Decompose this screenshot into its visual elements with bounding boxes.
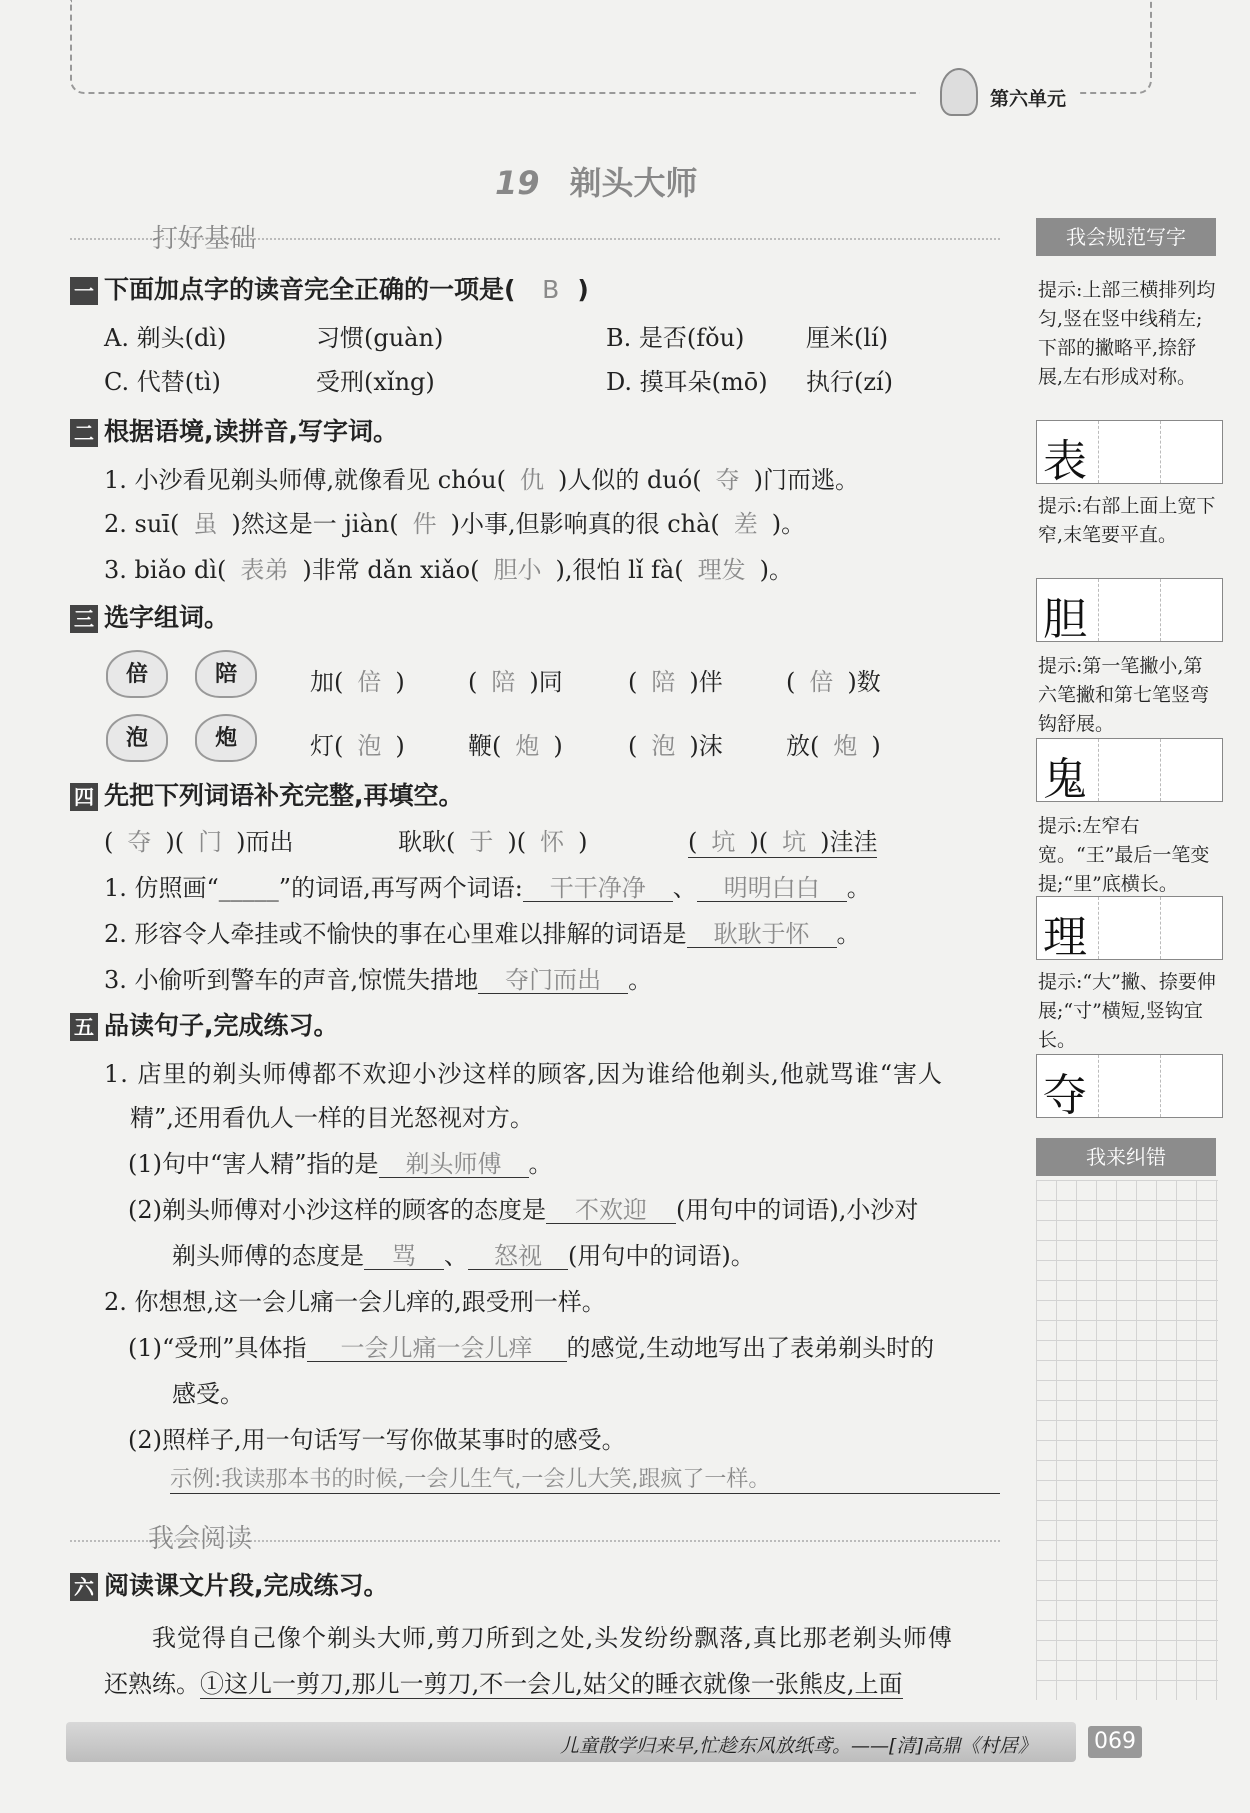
q2-l2-b: )然这是一 jiàn(: [231, 510, 399, 538]
q1-option-a: A. 剃头(dì): [104, 324, 227, 352]
footer-quote: 儿童散学归来早,忙趁东风放纸鸢。——[清]高鼎《村居》: [560, 1735, 1037, 1757]
model-char: 鬼: [1043, 754, 1087, 805]
q2-l2-ans2: 件: [412, 510, 437, 538]
q3-post: )伴: [689, 668, 723, 696]
q5-s1-ans1: 剃头师傅: [379, 1151, 529, 1178]
q3-pre: (: [786, 668, 796, 696]
q5-passage-1b: 精”,还用看仇人一样的目光怒视对方。: [130, 1104, 534, 1132]
q3-post: ): [871, 732, 881, 760]
q5-s2: [128, 1190, 918, 1225]
q3-item-1-2: [468, 662, 563, 697]
q5-s2b-sep: 、: [444, 1242, 468, 1270]
q3-pre: (: [468, 668, 478, 696]
q3-post: )同: [529, 668, 563, 696]
q2-line2: [104, 504, 805, 539]
model-char: 理: [1043, 912, 1087, 963]
q4-s3: [104, 960, 652, 995]
q2-line3: [104, 550, 793, 585]
q4-s1-end: 。: [846, 874, 871, 902]
model-char: 表: [1043, 436, 1087, 487]
q5-stem: [70, 1006, 339, 1042]
q4-word3: ( 坑 )( 坑 )洼洼: [688, 822, 877, 858]
q2-l1-a: 1. 小沙看见剃头师傅,就像看见 chóu(: [104, 466, 506, 494]
writing-tip-1: 提示:上部三横排列均匀,竖在竖中线稍左;下部的撇略平,捺舒展,左右形成对称。: [1038, 279, 1216, 388]
q4-s2: [104, 914, 861, 949]
q1-option-b: B. 是否(fǒu): [606, 324, 745, 352]
q4-s2-ans1: 耿耿于怀: [687, 921, 837, 948]
q2-l2-ans1: 虽: [193, 510, 218, 538]
q4-number: 四: [70, 783, 98, 811]
mascot-icon: [940, 68, 978, 116]
writing-grid-2: [1036, 578, 1223, 645]
q4-s1: [104, 868, 871, 903]
q3-pre: 加(: [310, 668, 344, 696]
q3-answer: 泡: [357, 732, 382, 760]
q3-answer: 倍: [809, 668, 834, 696]
q6-stem: [70, 1566, 389, 1602]
q5-s4-answer: 示例:我读那本书的时候,一会儿生气,一会儿大笑,跟疯了一样。: [170, 1462, 1000, 1494]
correction-grid: [1036, 1180, 1218, 1700]
q2-l3-d: )。: [759, 556, 793, 584]
q5-s3b: 感受。: [172, 1380, 244, 1408]
q5-s2b-ans2: 怒视: [468, 1243, 568, 1270]
lesson-title: [495, 158, 698, 204]
q6-paragraph-2: [104, 1664, 903, 1699]
q2-number: 二: [70, 419, 98, 447]
q4-s2-end: 。: [836, 920, 861, 948]
q5-s1-end: 。: [528, 1150, 553, 1178]
q4-w1-ans1: 夺: [127, 828, 152, 856]
q5-s3-ans1: 一会儿痛一会儿痒: [307, 1335, 567, 1362]
q2-l2-d: )。: [771, 510, 806, 538]
q2-l3-a: 3. biǎo dì(: [104, 556, 227, 584]
writing-grid-1: [1036, 420, 1223, 487]
q3-item-2-2: [468, 726, 563, 761]
q5-s3-tail: 的感觉,生动地写出了表弟剃头时的: [566, 1334, 935, 1362]
q2-l3-ans3: 理发: [697, 556, 746, 584]
q3-pre: (: [628, 668, 638, 696]
q2-text: 根据语境,读拼音,写字词。: [104, 417, 398, 446]
q3-post: )沫: [689, 732, 723, 760]
q6-paragraph-1: 我觉得自己像个剃头大师,剪刀所到之处,头发纷纷飘落,真比那老剃头师傅: [152, 1624, 953, 1652]
q5-s1: [128, 1144, 553, 1179]
unit-label: 第六单元: [990, 88, 1067, 110]
q1-stem: [70, 270, 589, 306]
q3-item-1-3: [628, 662, 723, 697]
q3-pre: 灯(: [310, 732, 344, 760]
writing-tip-4: 提示:左窄右宽。“王”最后一笔变提;“里”底横长。: [1038, 815, 1210, 895]
banner-basics-label: 打好基础: [152, 224, 257, 254]
q1-option-d2: 执行(zí): [806, 368, 894, 396]
q2-l2-c: )小事,但影响真的很 chà(: [450, 510, 720, 538]
writing-grid-3: [1036, 738, 1223, 805]
banner-reading-label: 我会阅读: [148, 1524, 253, 1554]
q5-s2-ans1: 不欢迎: [546, 1197, 676, 1224]
q4-w1-post: 而出: [245, 828, 294, 856]
q3-answer: 炮: [515, 732, 540, 760]
q2-l1-c: )门而逃。: [753, 466, 859, 494]
shell-icon: 泡: [106, 714, 168, 762]
q3-answer: 陪: [491, 668, 516, 696]
q5-s2-text: (2)剃头师傅对小沙这样的顾客的态度是: [128, 1196, 546, 1224]
lesson-number: 19: [495, 164, 540, 202]
q5-s4: (2)照样子,用一句话写一写你做某事时的感受。: [128, 1426, 626, 1454]
q5-s2b-ans1: 骂: [364, 1243, 444, 1270]
q3-pre: 鞭(: [468, 732, 502, 760]
q4-s3-text: 3. 小偷听到警车的声音,惊慌失措地: [104, 966, 479, 994]
q3-answer: 炮: [833, 732, 858, 760]
q6-number: 六: [70, 1573, 98, 1601]
q4-text: 先把下列词语补充完整,再填空。: [104, 781, 464, 810]
q4-s3-end: 。: [628, 966, 653, 994]
q3-post: ): [395, 732, 405, 760]
q1-option-c: C. 代替(tì): [104, 368, 221, 396]
shell-icon: 炮: [195, 714, 257, 762]
q1-option-a2: 习惯(guàn): [316, 324, 444, 352]
q5-s2-tail: (用句中的词语),小沙对: [676, 1196, 919, 1224]
q1-close: ): [577, 275, 589, 304]
q4-w2-ans1: 于: [469, 828, 494, 856]
q2-stem: [70, 412, 398, 448]
q4-w1-ans2: 门: [198, 828, 223, 856]
q5-s3-text: (1)“受刑”具体指: [128, 1334, 307, 1362]
q3-answer: 泡: [651, 732, 676, 760]
q3-post: ): [553, 732, 563, 760]
q3-shells-row2: [106, 714, 257, 762]
q4-stem: [70, 776, 464, 812]
q3-item-2-4: [786, 726, 881, 761]
q3-post: ): [395, 668, 405, 696]
q1-answer: B: [542, 275, 560, 304]
q4-w3-post: 洼洼: [829, 828, 878, 856]
q5-passage-2: 2. 你想想,这一会儿痛一会儿痒的,跟受刑一样。: [104, 1288, 606, 1316]
q4-s1-ans1: 干干净净: [523, 875, 673, 902]
q3-pre: 放(: [786, 732, 820, 760]
model-char: 胆: [1043, 594, 1087, 645]
q4-w3-ans2: 坑: [782, 828, 807, 856]
q4-w2-pre: 耿耿(: [398, 828, 456, 856]
q3-text: 选字组词。: [104, 603, 230, 632]
q1-text: 下面加点字的读音完全正确的一项是(: [104, 275, 516, 304]
q5-number: 五: [70, 1013, 98, 1041]
q2-line1: [104, 460, 859, 495]
q3-post: )数: [847, 668, 881, 696]
lesson-name: 剃头大师: [569, 164, 698, 202]
q2-l1-ans2: 夺: [715, 466, 740, 494]
q3-item-2-1: [310, 726, 405, 761]
q2-l3-ans2: 胆小: [493, 556, 542, 584]
q6-text: 阅读课文片段,完成练习。: [104, 1571, 389, 1600]
page-number: 069: [1088, 1726, 1142, 1758]
q3-stem: [70, 598, 229, 634]
q5-text: 品读句子,完成练习。: [104, 1011, 339, 1040]
q2-l2-ans3: 差: [733, 510, 758, 538]
writing-tip-2: 提示:右部上面上宽下窄,末笔要平直。: [1038, 495, 1216, 546]
q4-s1-ans2: 明明白白: [697, 875, 847, 902]
q4-w3-ans1: 坑: [711, 828, 736, 856]
q2-l3-c: ),很怕 lǐ fà(: [555, 556, 684, 584]
q2-l3-ans1: 表弟: [240, 556, 289, 584]
q4-word2: 耿耿( 于 )( 怀 ): [398, 828, 588, 856]
q3-shells-row1: [106, 650, 257, 698]
q5-s1-text: (1)句中“害人精”指的是: [128, 1150, 379, 1178]
q3-item-2-3: [628, 726, 723, 761]
writing-tip-3: 提示:第一笔撇小,第六笔撇和第七笔竖弯钩舒展。: [1038, 655, 1210, 735]
q3-answer: 倍: [357, 668, 382, 696]
q4-word1: ( 夺 )( 门 )而出: [104, 828, 294, 856]
q4-s3-ans1: 夺门而出: [478, 967, 628, 994]
q2-l1-b: )人似的 duó(: [557, 466, 702, 494]
q5-s2b: [172, 1236, 755, 1271]
writing-grid-5: [1036, 1054, 1223, 1121]
q4-s1-text: 1. 仿照画“_____”的词语,再写两个词语:: [104, 874, 523, 902]
q2-l2-a: 2. suī(: [104, 510, 180, 538]
q4-s2-text: 2. 形容令人牵挂或不愉快的事在心里难以排解的词语是: [104, 920, 687, 948]
q1-option-d: D. 摸耳朵(mō): [606, 368, 768, 396]
shell-icon: 倍: [106, 650, 168, 698]
q2-l1-ans1: 仇: [519, 466, 544, 494]
q3-answer: 陪: [651, 668, 676, 696]
q6-para2-underlined: ①这儿一剪刀,那儿一剪刀,不一会儿,姑父的睡衣就像一张熊皮,上面: [200, 1670, 903, 1698]
writing-grid-4: [1036, 896, 1223, 963]
shell-icon: 陪: [195, 650, 257, 698]
q5-s2b-text: 剃头师傅的态度是: [172, 1242, 364, 1270]
q6-para2-start: 还熟练。: [104, 1670, 200, 1698]
q3-pre: (: [628, 732, 638, 760]
writing-tip-5: 提示:“大”撇、捺要伸展;“寸”横短,竖钩宜长。: [1038, 971, 1216, 1051]
q5-s2b-tail: (用句中的词语)。: [568, 1242, 755, 1270]
q5-s3: [128, 1328, 934, 1363]
q1-number: 一: [70, 277, 98, 305]
q2-l3-b: )非常 dǎn xiǎo(: [302, 556, 480, 584]
model-char: 夺: [1043, 1070, 1087, 1121]
q3-item-1-4: [786, 662, 881, 697]
q3-item-1-1: [310, 662, 405, 697]
q3-number: 三: [70, 605, 98, 633]
q4-w2-ans2: 怀: [540, 828, 565, 856]
sidebar-title-correction: 我来纠错: [1036, 1138, 1216, 1176]
q1-option-b2: 厘米(lí): [806, 324, 889, 352]
sidebar-title-writing: 我会规范写字: [1036, 218, 1216, 256]
q4-s1-sep: 、: [672, 874, 697, 902]
q1-option-c2: 受刑(xǐng): [316, 368, 435, 396]
q5-passage-1a: 1. 店里的剃头师傅都不欢迎小沙这样的顾客,因为谁给他剃头,他就骂谁“害人: [104, 1060, 944, 1088]
